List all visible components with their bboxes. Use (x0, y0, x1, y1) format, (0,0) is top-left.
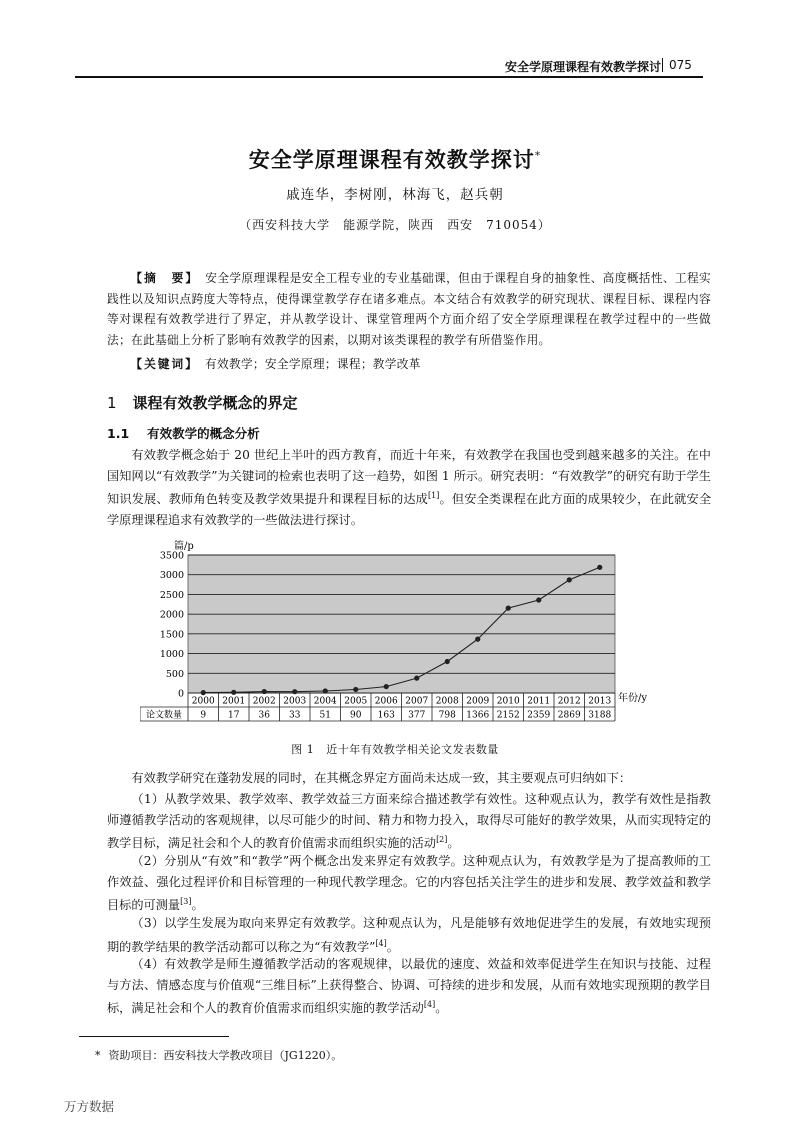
paragraph-text: 。 (435, 1001, 448, 1016)
citation: [3] (180, 897, 192, 906)
data-label: 2869 (557, 710, 581, 721)
data-label: 9 (200, 710, 207, 721)
data-point (201, 690, 206, 695)
x-tick-label: 2008 (435, 696, 459, 707)
chart-grid (188, 555, 615, 693)
figure-caption-text: 近十年有效教学相关论文发表数量 (326, 743, 499, 756)
plot-area (188, 555, 615, 693)
data-point (231, 690, 236, 695)
data-point (445, 659, 450, 664)
paragraph-text: 。 (386, 939, 399, 954)
y-tick-label: 0 (177, 688, 184, 700)
y-tick-label: 1500 (159, 629, 184, 641)
data-point (292, 689, 297, 694)
data-point (536, 597, 541, 602)
x-tick-label: 2011 (527, 696, 551, 707)
y-tick-label: 2000 (159, 609, 184, 621)
x-tick-label: 2002 (252, 696, 276, 707)
paragraph-text: 。但安全类课程在此方面的成果较少，在此就安全学原理课程追求有效教学的一些做法进行探讨。 (107, 492, 712, 527)
keywords-text: 有效教学；安全学原理；课程；教学改革 (204, 357, 421, 371)
data-label: 2152 (496, 710, 520, 721)
data-point (475, 637, 480, 642)
paragraph-text: （4）有效教学是师生遵循教学活动的客观规律，以最优的速度、效益和效率促进学生在知识与技能、过程与方法、情感态度与价值观“三维目标”上获得整合、协调、可持续的进步和发展，从而有效地实现预期的教学目标，满足社会和个人的教育价值需求而组织实施的教学活动 (107, 957, 711, 1016)
data-point (262, 689, 267, 694)
data-label: 90 (350, 710, 362, 721)
data-point (597, 565, 602, 570)
paragraph-text: 。 (447, 836, 460, 851)
keywords (107, 354, 711, 375)
abstract (107, 268, 711, 350)
footnote-text: 资助项目：西安科技大学教改项目（JG1220）。 (108, 1049, 343, 1062)
data-label: 1366 (466, 710, 490, 721)
paragraph-text: （2）分别从“有效”和“教学”两个概念出发来界定有效教学。这种观点认为，有效教学是为了提高教师的工作效益、强化过程评价和目标管理的一种现代教学理念。它的内容包括关注学生的进步和发展、教学效益和教学目标的可测量 (107, 854, 711, 913)
paragraph-text: 。 (191, 898, 204, 913)
data-point (506, 606, 511, 611)
keywords-label: 【关键词】 (130, 357, 193, 371)
data-label: 798 (438, 710, 456, 721)
paper-title-text: 安全学原理课程有效教学探讨 (248, 148, 535, 172)
running-header-title: 安全学原理课程有效教学探讨 (504, 60, 661, 74)
y-tick-label: 3500 (159, 550, 184, 562)
authors: 戚连华，李树刚，林海飞，赵兵朝 (286, 187, 504, 203)
data-label: 3188 (588, 710, 612, 721)
y-axis (160, 551, 184, 700)
body-paragraph (107, 954, 711, 1019)
footnote (79, 1047, 699, 1063)
citation: [2] (436, 835, 448, 844)
data-point (323, 688, 328, 693)
citation: [1] (428, 491, 440, 500)
data-label: 163 (377, 710, 395, 721)
body-paragraph (107, 913, 711, 957)
line-chart (140, 537, 660, 727)
x-tick-label: 2005 (344, 696, 368, 707)
data-label: 33 (289, 710, 301, 721)
body-paragraph (107, 789, 711, 854)
abstract-label: 【摘 要】 (130, 271, 194, 285)
y-tick-label: 2500 (159, 589, 184, 601)
paragraph-text: （1）从教学效果、教学效率、教学效益三方面来综合描述教学有效性。这种观点认为，教学有效性是指教师遵循教学活动的客观规律，以尽可能少的时间、精力和物力投入，取得尽可能好的教学效果，从而实现特定的教学目标，满足社会和个人的教育价值需求而组织实施的活动 (107, 792, 711, 851)
table-row-label: 论文数量 (145, 710, 183, 721)
data-label: 36 (258, 710, 270, 721)
body-paragraph (107, 851, 711, 916)
paper-title (0, 144, 790, 174)
x-tick-label: 2004 (313, 696, 337, 707)
section-title: 课程有效教学概念的界定 (132, 394, 298, 412)
subsection-heading (107, 424, 260, 442)
x-axis-label: 年份/y (618, 693, 648, 704)
subsection-title: 有效教学的概念分析 (147, 426, 260, 441)
x-tick-label: 2000 (191, 696, 215, 707)
body-paragraph (107, 445, 711, 530)
watermark: 万方数据 (64, 1099, 115, 1114)
data-point (384, 684, 389, 689)
x-tick-label: 2013 (588, 696, 612, 707)
footnote-divider (79, 1036, 229, 1037)
data-point (567, 577, 572, 582)
x-tick-label: 2009 (466, 696, 490, 707)
affiliation: （西安科技大学 能源学院，陕西 西安 710054） (239, 218, 551, 232)
x-tick-label: 2010 (496, 696, 520, 707)
x-tick-label: 2007 (405, 696, 429, 707)
x-tick-label: 2006 (374, 696, 398, 707)
x-tick-label: 2003 (283, 696, 307, 707)
page-number: 075 (662, 58, 703, 72)
title-footnote-mark: * (534, 149, 542, 162)
figure-number: 图 1 (291, 743, 315, 756)
section-number: 1 (107, 394, 117, 412)
data-label: 17 (228, 710, 240, 721)
data-label: 377 (408, 710, 426, 721)
footnote-mark: * (95, 1049, 101, 1062)
data-point (414, 676, 419, 681)
y-tick-label: 500 (165, 668, 184, 680)
figure-caption (0, 741, 790, 757)
data-table (140, 693, 615, 721)
running-header (75, 56, 703, 78)
abstract-text: 安全学原理课程是安全工程专业的专业基础课，但由于课程自身的抽象性、高度概括性、工程实践性以及知识点跨度大等特点，使得课堂教学存在诸多难点。本文结合有效教学的研究现状、课程目标、课程内容等对课程有效教学进行了界定，并从教学设计、课堂管理两个方面介绍了安全学原理课程在教学过程中的一些做法；在此基础上分析了影响有效教学的因素，以期对该类课程的教学有所借鉴作用。 (107, 271, 711, 347)
x-tick-label: 2001 (222, 696, 246, 707)
data-point (353, 687, 358, 692)
section-heading (107, 392, 298, 413)
y-axis-label: 篇/p (174, 541, 194, 552)
x-tick-label: 2012 (557, 696, 581, 707)
data-label: 51 (319, 710, 331, 721)
y-tick-label: 3000 (159, 570, 184, 582)
y-tick-label: 1000 (159, 649, 184, 661)
subsection-number: 1.1 (107, 426, 130, 441)
paragraph-text: 有效教学概念始于 20 世纪上半叶的西方教育，而近十年来，有效教学在我国也受到越来越多的关注。在中国知网以“有效教学”为关键词的检索也表明了这一趋势，如图 1 所示。研究表明：“有效教学”的研究有助于学生知识发展、教师角色转变及教学效果提升和课程目标的达成 (107, 448, 711, 507)
citation: [4] (375, 938, 387, 948)
citation: [4] (423, 1000, 436, 1009)
paragraph-text: （3）以学生发展为取向来界定有效教学。这种观点认为，凡是能够有效地促进学生的发展，有效地实现预期的教学结果的教学活动都可以称之为“有效教学” (107, 916, 711, 954)
body-paragraph: 有效教学研究在蓬勃发展的同时，在其概念界定方面尚未达成一致，其主要观点可归纳如下： (131, 771, 632, 785)
data-label: 2359 (527, 710, 551, 721)
